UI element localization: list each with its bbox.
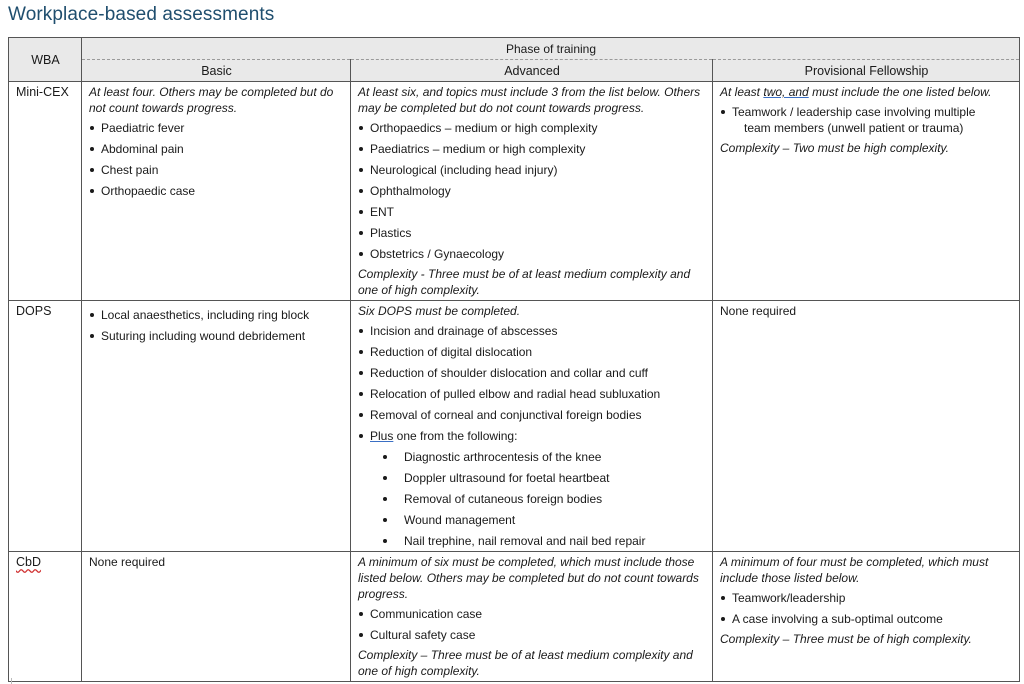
bullet-list [89, 307, 344, 344]
list-item: Orthopaedics – medium or high complexity [358, 120, 706, 136]
intro-text: At least [720, 85, 764, 99]
row-label-cbd [9, 552, 82, 682]
list-item-line: Teamwork / leadership case involving multiple [732, 105, 976, 119]
cell-dops-basic [82, 301, 351, 552]
cell-dops-fellowship: None required [713, 301, 1020, 552]
table-row-cbd [9, 552, 1020, 682]
list-item: Cultural safety case [358, 627, 706, 643]
list-item: Wound management [358, 512, 706, 528]
cell-intro: Six DOPS must be completed. [358, 304, 521, 318]
bullet-list [89, 120, 344, 199]
list-item: Removal of cutaneous foreign bodies [358, 491, 706, 507]
list-item: Suturing including wound debridement [89, 328, 344, 344]
header-wba: WBA [9, 38, 82, 82]
row-label-dops: DOPS [9, 301, 82, 552]
header-phase-of-training: Phase of training [82, 38, 1020, 60]
list-item: Doppler ultrasound for foetal heartbeat [358, 470, 706, 486]
underlined-text: Plus [370, 429, 394, 443]
list-item: Ophthalmology [358, 183, 706, 199]
text-cursor-mark [11, 678, 12, 684]
cell-cbd-advanced [351, 552, 713, 682]
list-item: Diagnostic arthrocentesis of the knee [358, 449, 706, 465]
bullet-list [358, 606, 706, 643]
list-item: Chest pain [89, 162, 344, 178]
list-item: Reduction of digital dislocation [358, 344, 706, 360]
list-item: Teamwork/leadership [720, 590, 1013, 606]
list-item [720, 104, 1013, 136]
header-row-phase [9, 38, 1020, 60]
spellcheck-flagged-text: CbD [16, 555, 42, 569]
bullet-list [720, 590, 1013, 627]
header-provisional-fellowship: Provisional Fellowship [713, 60, 1020, 82]
list-item: Local anaesthetics, including ring block [89, 307, 344, 323]
list-item: Incision and drainage of abscesses [358, 323, 706, 339]
bullet-list [358, 323, 706, 444]
list-item: ENT [358, 204, 706, 220]
list-item: Reduction of shoulder dislocation and collar and cuff [358, 365, 706, 381]
cell-intro: A minimum of four must be completed, which must include those listed below. [720, 555, 989, 585]
list-item: Relocation of pulled elbow and radial head subluxation [358, 386, 706, 402]
list-item: A case involving a sub-optimal outcome [720, 611, 1013, 627]
cell-intro: At least six, and topics must include 3 from the list below. Others may be completed but do not count towards progress. [358, 85, 701, 115]
header-advanced: Advanced [351, 60, 713, 82]
list-item: Orthopaedic case [89, 183, 344, 199]
complexity-note: Complexity – Three must be of at least medium complexity and one of high complexity. [358, 648, 693, 678]
cell-mini-cex-advanced [351, 82, 713, 301]
bullet-list [358, 120, 706, 262]
table-row-mini-cex [9, 82, 1020, 301]
document-heading: Workplace-based assessments [8, 4, 275, 25]
cell-intro: At least four. Others may be completed but do not count towards progress. [89, 85, 334, 115]
list-item-text: one from the following: [393, 429, 518, 443]
table-row-dops [9, 301, 1020, 552]
cell-mini-cex-fellowship [713, 82, 1020, 301]
list-item: Removal of corneal and conjunctival foreign bodies [358, 407, 706, 423]
header-row-columns [9, 60, 1020, 82]
intro-text: must include the one listed below. [808, 85, 992, 99]
list-item: Communication case [358, 606, 706, 622]
cell-mini-cex-basic [82, 82, 351, 301]
list-item: Paediatric fever [89, 120, 344, 136]
list-item: Neurological (including head injury) [358, 162, 706, 178]
complexity-note: Complexity - Three must be of at least medium complexity and one of high complexity. [358, 267, 691, 297]
list-item: Nail trephine, nail removal and nail bed repair [358, 533, 706, 549]
list-item: Abdominal pain [89, 141, 344, 157]
list-item [358, 428, 706, 444]
bullet-list [720, 104, 1013, 136]
list-item: Obstetrics / Gynaecology [358, 246, 706, 262]
list-item-line: team members (unwell patient or trauma) [744, 121, 964, 135]
cell-cbd-basic: None required [82, 552, 351, 682]
cell-intro [720, 84, 1013, 100]
wba-requirements-table [8, 37, 1020, 682]
complexity-note: Complexity – Two must be high complexity. [720, 141, 949, 155]
cell-intro: A minimum of six must be completed, which must include those listed below. Others may be completed but do not count towards progress. [358, 555, 699, 601]
row-label-mini-cex: Mini-CEX [9, 82, 82, 301]
header-basic: Basic [82, 60, 351, 82]
list-item: Plastics [358, 225, 706, 241]
underlined-text: two, and [763, 85, 809, 99]
list-item: Paediatrics – medium or high complexity [358, 141, 706, 157]
cell-dops-advanced [351, 301, 713, 552]
complexity-note: Complexity – Three must be of high complexity. [720, 632, 972, 646]
nested-bullet-list [358, 449, 706, 549]
cell-cbd-fellowship [713, 552, 1020, 682]
